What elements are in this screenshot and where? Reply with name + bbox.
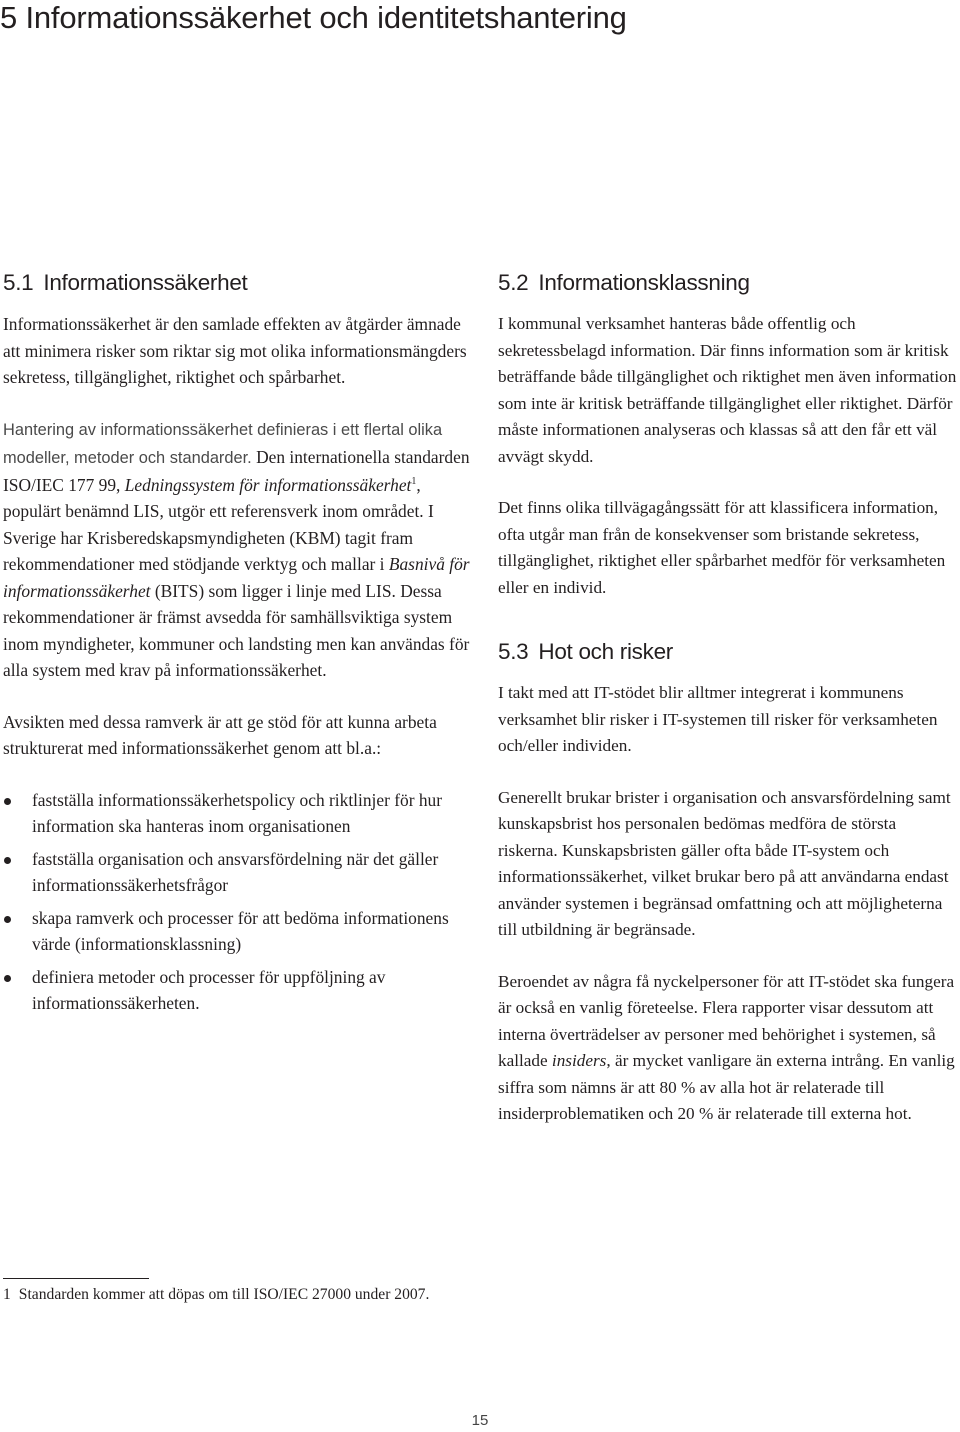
italic-term: insiders: [551, 1051, 607, 1070]
paragraph: I kommunal verksamhet hanteras både offentlig och sekretessbelagd information. Där finns information som är kritisk beträffande både tillgänglighet och riktighet men även information som inte är kritisk beträffande tillgänglighet eller riktighet. Därför måste informationen analyseras och klassas så att den får ett väl avvägt skydd.: [498, 314, 957, 466]
section-heading-5-2: [498, 268, 960, 298]
footnote: [3, 1278, 433, 1305]
section-title: Informationssäkerhet: [43, 270, 248, 295]
bullet-icon: [4, 857, 11, 864]
list-item: [3, 787, 473, 840]
section-title: Informationsklassning: [538, 270, 750, 295]
paragraph: Generellt brukar brister i organisation och ansvarsfördelning samt kunskapsbrist hos personalen bedömas medföra de största riskerna. Kunskapsbristen gäller ofta både IT-system och informationssäkerhet, vilket brukar bero på att användarna endast använder systemen i begränsad omfattning och att möjligheterna till utbildning är begränsade.: [498, 787, 951, 939]
bullet-icon: [4, 916, 11, 923]
list-item: [3, 846, 473, 899]
footnote-body: Standarden kommer att döpas om till ISO/IEC 27000 under 2007.: [18, 1286, 430, 1303]
section-number: 5.1: [3, 270, 34, 295]
section-number: 5.3: [498, 639, 529, 664]
list-item-text: fastställa organisation och ansvarsfördelning när det gäller informationssäkerhetsfrågor: [32, 848, 439, 895]
footnote-number: 1: [3, 1286, 11, 1303]
bullet-icon: [4, 975, 11, 982]
italic-title: Ledningssystem för informationssäkerhet: [124, 474, 412, 495]
section-number: 5.2: [498, 270, 529, 295]
paragraph: Det finns olika tillvägagångssätt för att klassificera information, ofta utgår man från de konsekvenser som bristande sekretess, tillgänglighet, riktighet eller spårbarhet medför för verksamheten eller en individ.: [498, 498, 946, 597]
section-heading-5-1: [3, 268, 473, 298]
section-title: Hot och risker: [538, 639, 673, 664]
section-heading-5-3: [498, 637, 960, 667]
footnote-ref: 1: [411, 475, 417, 487]
paragraph: [498, 969, 960, 1128]
footnote-text: [3, 1285, 433, 1305]
chapter-title: 5 Informationssäkerhet och identitetshantering: [0, 0, 627, 35]
list-item: [3, 905, 473, 958]
text-run: Den internationella standarden ISO/IEC 177 99,: [3, 446, 470, 495]
lead-text: Hantering av informationssäkerhet definieras i ett flertal olika modeller, metoder och standarder.: [3, 420, 443, 467]
list-item-text: fastställa informationssäkerhetspolicy och riktlinjer för hur information ska hanteras inom organisationen: [32, 789, 443, 836]
list-item-text: skapa ramverk och processer för att bedöma informationens värde (informationsklassning): [32, 907, 449, 954]
paragraph: Avsikten med dessa ramverk är att ge stöd för att kunna arbeta strukturerat med informationssäkerhet genom att bl.a.:: [3, 711, 437, 758]
footnote-divider: [3, 1278, 149, 1279]
bullet-icon: [4, 798, 11, 805]
list-item: [3, 964, 473, 1017]
text-run: Beroendet av några få nyckelpersoner för att IT-stödet ska fungera är också en vanlig företeelse. Flera rapporter visar dessutom att interna överträdelser av personer med behörighet i systemen, så kallade: [498, 971, 955, 1070]
bullet-list: [3, 787, 473, 1017]
right-column: [498, 268, 960, 1153]
text-run: , är mycket vanligare än externa intrång. En vanlig siffra som nämns är att 80 % av alla hot är relaterade till insiderproblematiken och 20 % är relaterade till externa hot.: [498, 1051, 955, 1123]
page-number: 15: [471, 1412, 489, 1429]
paragraph: Informationssäkerhet är den samlade effekten av åtgärder ämnade att minimera risker som riktar sig mot olika informationsmängders sekretess, tillgänglighet, riktighet och spårbarhet.: [3, 314, 467, 387]
italic-title: Basnivå för informationssäkerhet: [3, 554, 470, 601]
paragraph: I takt med att IT-stödet blir alltmer integrerat i kommunens verksamhet blir risker i IT-systemen till risker för verksamheten och/eller individen.: [498, 683, 938, 755]
text-run: (BITS) som ligger i linje med LIS. Dessa rekommendationer är främst avsedda för samhällsviktiga system inom myndigheter, kommuner och landsting men kan användas för alla system med krav på informationssäkerhet.: [3, 580, 470, 680]
text-run: , populärt benämnd LIS, utgör ett referensverk inom området. I Sverige har Krisberedskapsmyndigheten (KBM) tagit fram rekommendationer med stödjande verktyg och mallar i: [3, 474, 434, 574]
left-column: [3, 268, 473, 1023]
paragraph: [3, 416, 473, 684]
list-item-text: definiera metoder och processer för uppföljning av informationssäkerheten.: [32, 966, 386, 1013]
